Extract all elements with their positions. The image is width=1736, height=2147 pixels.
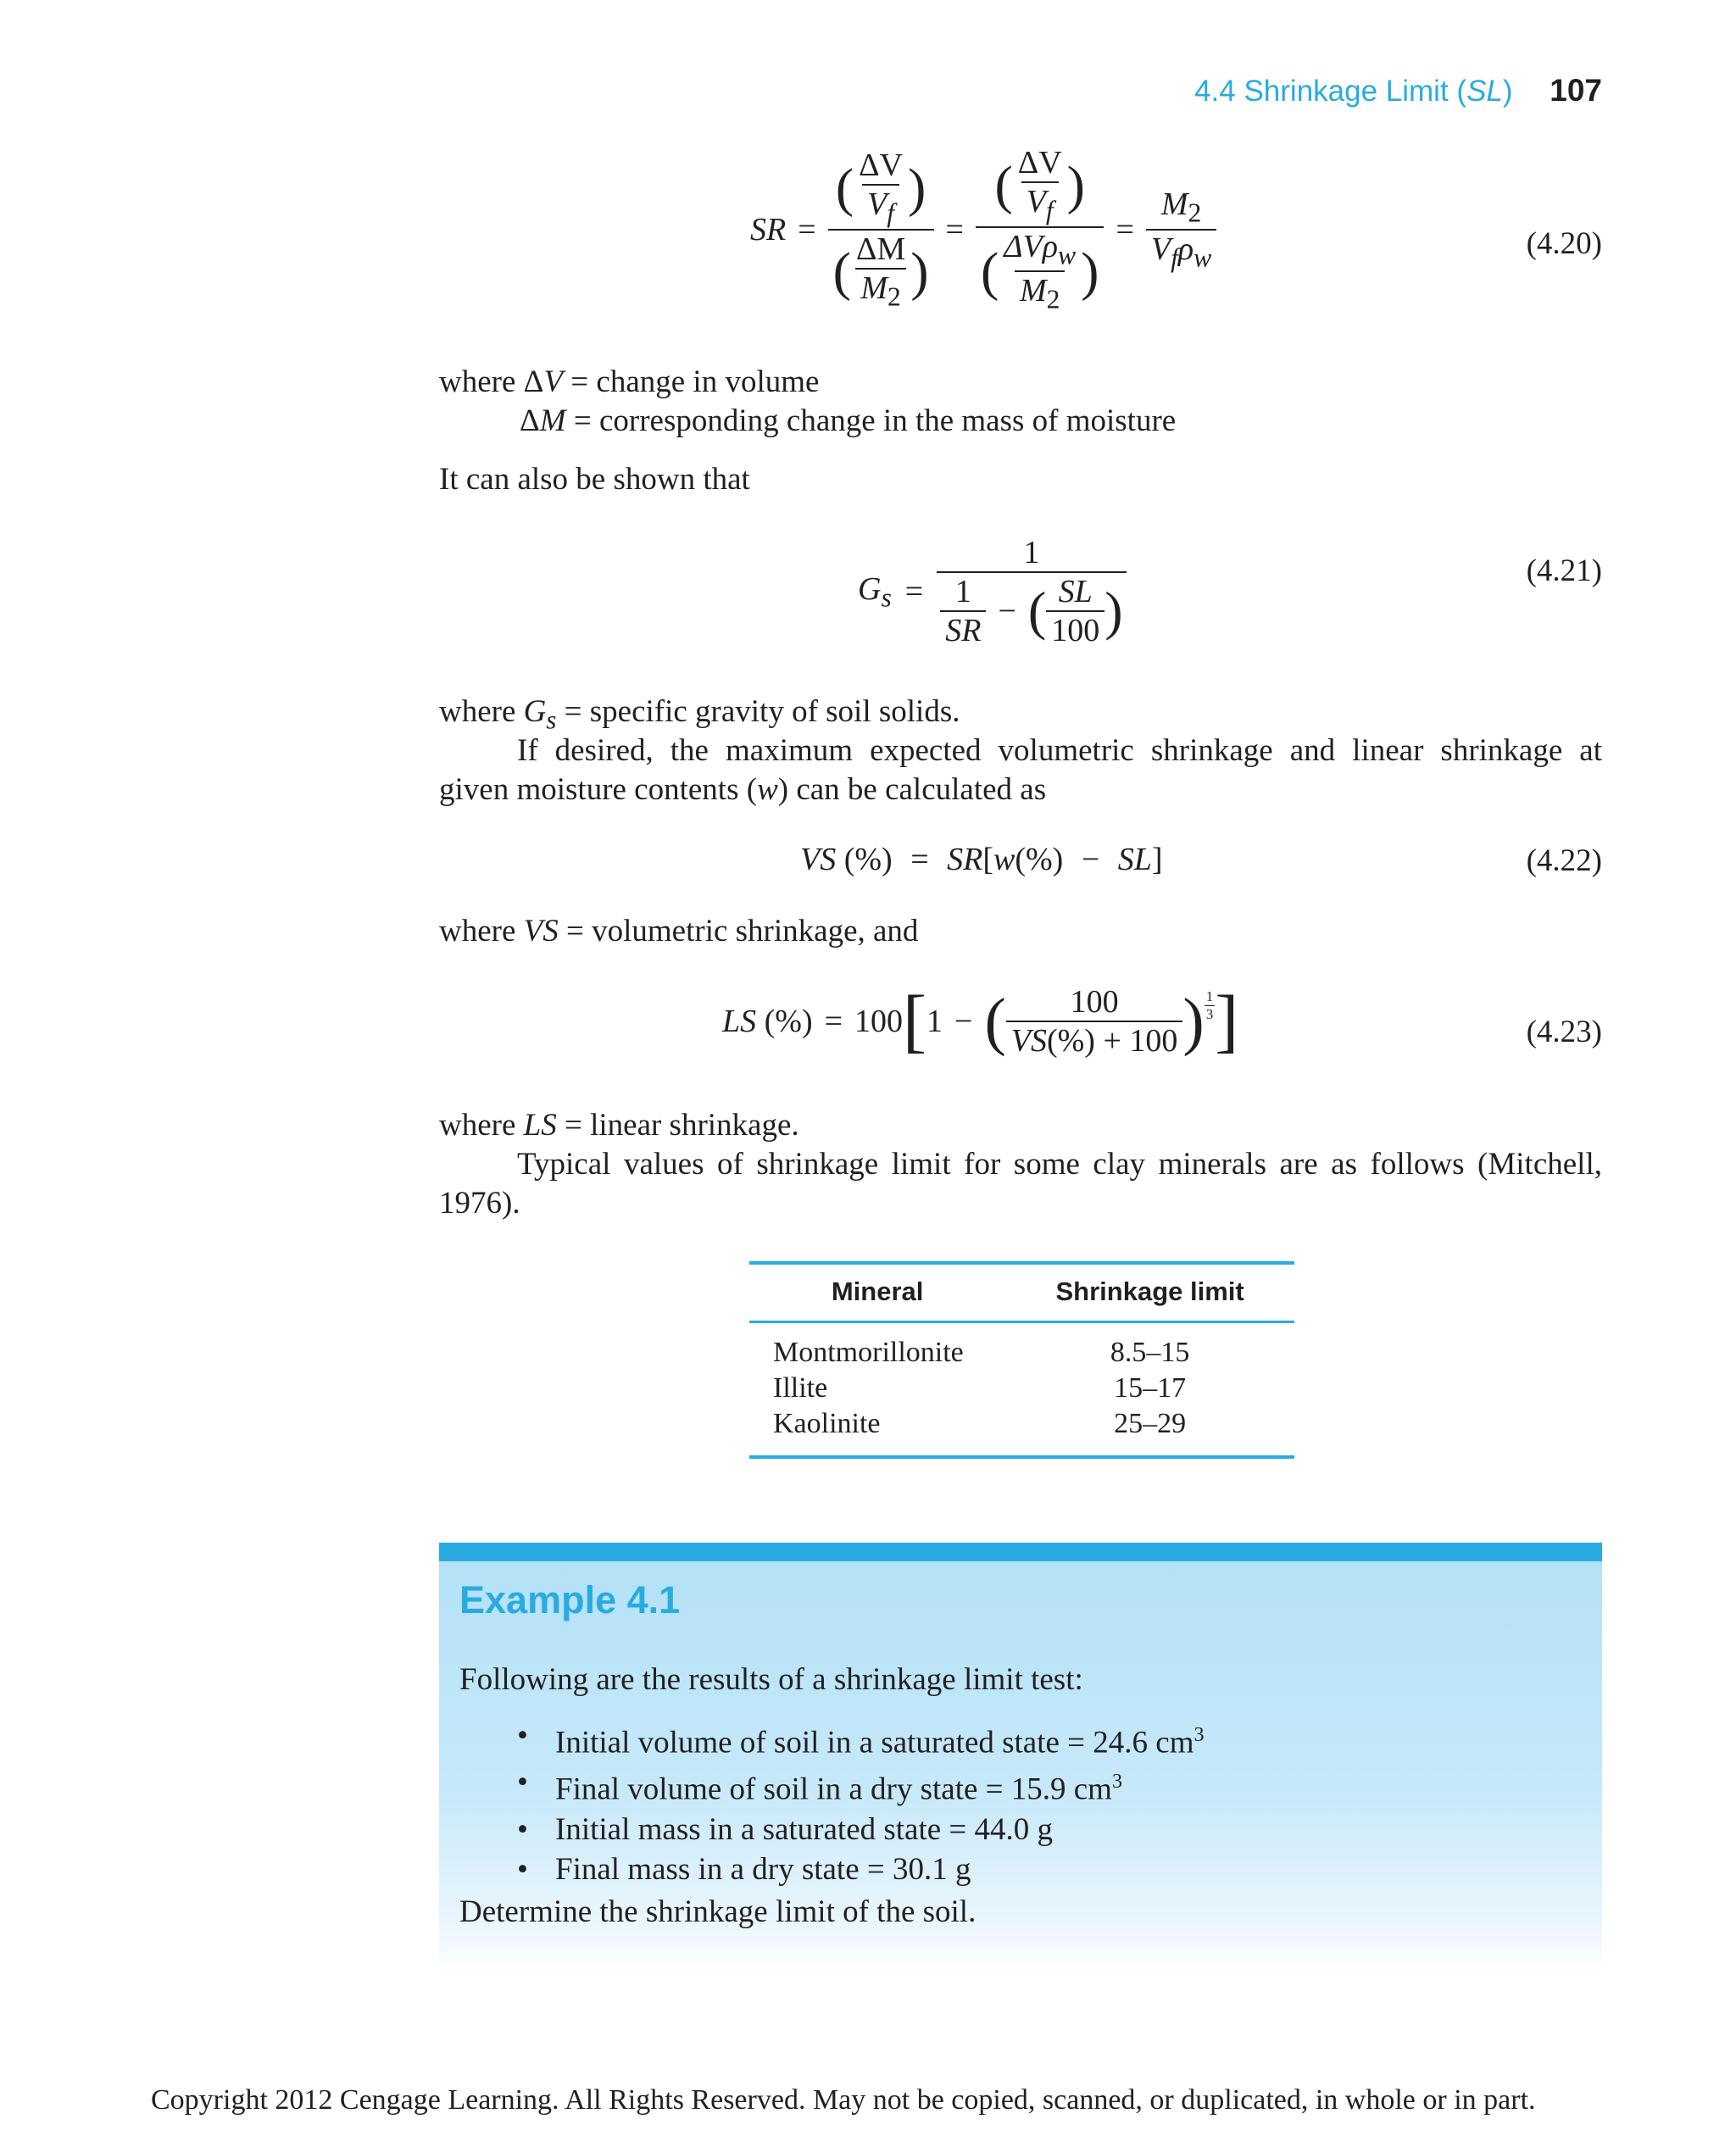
limit-cell: 25–29	[1005, 1406, 1294, 1457]
page-number: 107	[1550, 73, 1602, 108]
running-header	[1194, 73, 1602, 108]
eq-fraction-3: $\frac{M_2}{V_f\rho_w}$	[1146, 186, 1216, 273]
table-row	[749, 1322, 1294, 1371]
mineral-table-wrapper	[749, 1261, 1294, 1459]
column-header: Mineral	[749, 1263, 1005, 1322]
example-question: Determine the shrinkage limit of the soil.	[459, 1894, 976, 1929]
eq-fraction-1: ( $\frac{\Delta V}{V_f}$ ) ( $\frac{\Delta M}{M_2}$ )	[828, 147, 934, 312]
paragraph-line: If desired, the maximum expected volumetric shrinkage and linear shrinkage at	[517, 733, 1602, 768]
mineral-table	[749, 1261, 1294, 1459]
equation-4-23: LS (%) = 100 [ 1 − ( $\frac{100}{VS(\%) + 100}$ ) $\frac{1}{3}$ ]	[722, 982, 1239, 1060]
where-ls: where LS = linear shrinkage.	[439, 1108, 799, 1143]
list-item: • Final volume of soil in a dry state = 15.9 $cm^3$	[517, 1765, 1122, 1807]
equation-number: (4.21)	[1526, 553, 1602, 588]
example-bullet-list	[517, 1716, 1205, 1889]
paragraph-line: 1976).	[439, 1186, 520, 1221]
example-intro: Following are the results of a shrinkage limit test:	[459, 1662, 1083, 1697]
section-title: 4.4 Shrinkage Limit (SL)	[1194, 75, 1513, 108]
where-gs: where $G_s$ = specific gravity of soil solids.	[439, 694, 960, 735]
limit-cell: 15–17	[1114, 1372, 1187, 1404]
limit-cell: 8.5–15	[1110, 1337, 1190, 1368]
paragraph: It can also be shown that	[439, 462, 750, 497]
list-item: • Final mass in a dry state = 30.1 g	[517, 1851, 971, 1887]
equation-number: (4.22)	[1526, 843, 1602, 878]
eq-lhs: SR	[750, 211, 787, 248]
paragraph-line: Typical values of shrinkage limit for some clay minerals are as follows (Mitchell,	[517, 1147, 1602, 1182]
copyright-footer: Copyright 2012 Cengage Learning. All Rights Reserved. May not be copied, scanned, or duplicated, in whole or in part.	[151, 2084, 1536, 2116]
example-top-bar	[439, 1543, 1602, 1561]
where-delta-m: ΔM = corresponding change in the mass of moisture	[520, 403, 1177, 438]
equation-4-22: VS (%) = SR[w(%) − SL]	[800, 842, 1163, 877]
column-header: Shrinkage limit	[1005, 1263, 1294, 1322]
list-item: • Initial mass in a saturated state = 44.0 g	[517, 1811, 1054, 1847]
eq-fraction: 1 $\frac{1}{SR}$ − ( $\frac{SL}{100}$ )	[937, 534, 1126, 649]
mineral-cell: Montmorillonite	[773, 1337, 964, 1368]
where-delta-v: where ΔV = change in volume	[439, 364, 820, 399]
equation-number: (4.20)	[1526, 226, 1602, 261]
paragraph-line: given moisture contents (w) can be calculated as	[439, 772, 1047, 807]
equation-4-20: SR = ( $\frac{\Delta V}{V_f}$ ) ( $\frac{\Delta M}{M_2}$ ) = ( $\frac{\Delta V}{V_f}$ ) ( $\frac{\Delta V\rho_w}{M_2}$ ) = $\frac{M_2}{V_f\rho_w}$	[750, 144, 1216, 315]
list-item: • Initial volume of soil in a saturated state = 24.6 $cm^3$	[517, 1718, 1205, 1760]
table-row	[749, 1371, 1294, 1406]
equation-number: (4.23)	[1526, 1015, 1602, 1049]
example-title: Example 4.1	[459, 1578, 681, 1621]
mineral-cell: Kaolinite	[749, 1406, 1005, 1457]
example-box	[439, 1561, 1602, 1973]
equation-4-21: $G_s$ = 1 $\frac{1}{SR}$ − ( $\frac{SL}{100}$ )	[858, 534, 1127, 649]
where-vs: where VS = volumetric shrinkage, and	[439, 914, 919, 948]
mineral-cell: Illite	[773, 1372, 828, 1404]
eq-fraction-2: ( $\frac{\Delta V}{V_f}$ ) ( $\frac{\Delta V\rho_w}{M_2}$ )	[976, 144, 1104, 315]
table-row	[749, 1406, 1294, 1457]
